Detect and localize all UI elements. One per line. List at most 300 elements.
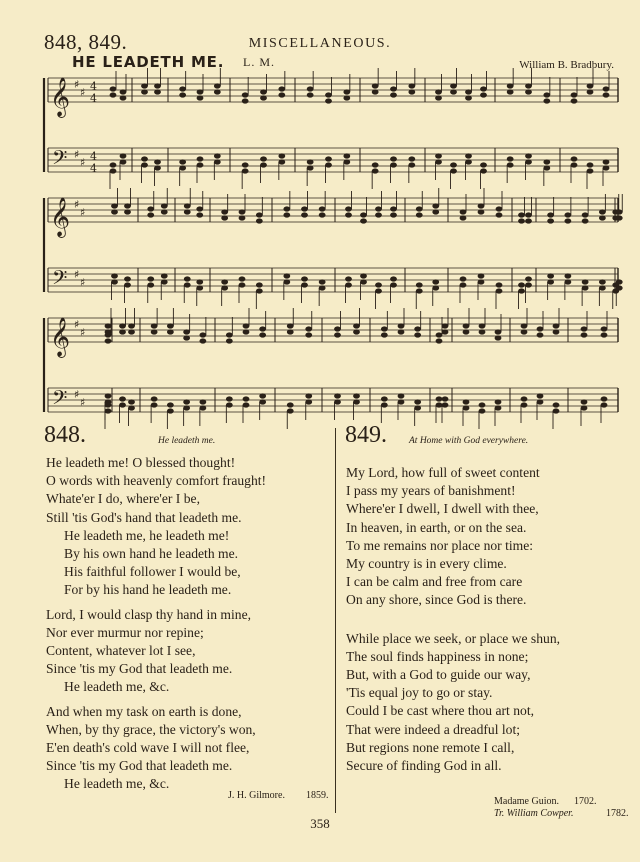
note-head <box>199 332 206 337</box>
note-head <box>239 215 246 220</box>
note-head <box>432 279 439 284</box>
note-head <box>260 89 267 94</box>
note-head <box>214 153 221 158</box>
note-head <box>496 212 503 217</box>
note-head <box>128 323 135 328</box>
verse-line: In heaven, in earth, or on the sea. <box>346 519 527 535</box>
note-head <box>496 282 503 287</box>
note-head <box>432 209 439 214</box>
time-signature: 4 <box>90 80 97 93</box>
time-signature: 4 <box>90 92 97 105</box>
note-head <box>571 92 578 97</box>
note-head <box>571 162 578 167</box>
note-head <box>301 206 308 211</box>
note-head <box>372 83 379 88</box>
hymn-848-number: 848. <box>44 422 86 448</box>
composer: William B. Bradbury. <box>519 59 614 71</box>
note-head <box>398 393 405 398</box>
note-head <box>390 282 397 287</box>
stanza <box>46 454 331 600</box>
note-head <box>479 408 486 413</box>
note-head <box>183 335 190 340</box>
note-head <box>319 285 326 290</box>
note-head <box>601 326 608 331</box>
verse-line: Content, whatever lot I see, <box>46 643 196 659</box>
hymn-848-year: 1859. <box>306 790 329 801</box>
note-head <box>141 156 148 161</box>
note-head <box>196 279 203 284</box>
note-head <box>547 279 554 284</box>
stanza <box>346 464 631 610</box>
bass-clef: 𝄢 <box>52 266 68 294</box>
section-title: MISCELLANEOUS. <box>248 36 392 51</box>
note-head <box>564 273 571 278</box>
note-head <box>416 206 423 211</box>
sharp-sign: ♯ <box>80 276 86 289</box>
note-head <box>283 279 290 284</box>
note-head <box>278 153 285 158</box>
note-head <box>537 326 544 331</box>
note-head <box>478 273 485 278</box>
note-head <box>599 285 606 290</box>
note-head <box>110 92 117 97</box>
hymn-848-author: J. H. Gilmore. <box>228 790 285 801</box>
note-head <box>196 285 203 290</box>
note-head <box>553 329 560 334</box>
note-head <box>480 92 487 97</box>
note-head <box>432 203 439 208</box>
note-head <box>507 156 514 161</box>
note-head <box>507 162 514 167</box>
note-head <box>553 402 560 407</box>
stanza <box>46 606 331 697</box>
note-head <box>283 212 290 217</box>
note-head <box>239 282 246 287</box>
note-head <box>287 323 294 328</box>
note-head <box>564 212 571 217</box>
note-head <box>283 206 290 211</box>
note-head <box>496 288 503 293</box>
sharp-sign: ♯ <box>74 268 80 281</box>
note-head <box>525 83 532 88</box>
hymn-849-translator-year: 1782. <box>606 808 629 819</box>
note-head <box>260 95 267 100</box>
hymn-849-author-year: 1702. <box>574 796 597 807</box>
note-head <box>372 162 379 167</box>
note-head <box>343 89 350 94</box>
note-head <box>128 329 135 334</box>
note-head <box>105 393 112 398</box>
note-head <box>571 98 578 103</box>
verse-line: Could I be cast where thou art not, <box>346 703 534 719</box>
note-head <box>521 402 528 407</box>
note-head <box>111 203 118 208</box>
treble-clef: 𝄞 <box>50 197 71 237</box>
note-head <box>518 212 525 217</box>
note-head <box>390 212 397 217</box>
note-head <box>243 329 250 334</box>
note-head <box>141 83 148 88</box>
note-head <box>184 282 191 287</box>
note-head <box>603 86 610 91</box>
note-head <box>196 212 203 217</box>
note-head <box>381 402 388 407</box>
note-head <box>199 338 206 343</box>
verse-line: Where'er I dwell, I dwell with thee, <box>346 501 539 517</box>
note-head <box>478 209 485 214</box>
note-head <box>381 332 388 337</box>
note-head <box>197 95 204 100</box>
note-head <box>390 276 397 281</box>
note-head <box>581 405 588 410</box>
note-head <box>553 323 560 328</box>
verse-line: He leadeth me! O blessed thought! <box>46 455 236 470</box>
note-head <box>110 162 117 167</box>
note-head <box>343 159 350 164</box>
note-head <box>581 332 588 337</box>
treble-clef: 𝄞 <box>50 317 71 357</box>
note-head <box>450 89 457 94</box>
note-head <box>105 338 112 343</box>
note-head <box>226 402 233 407</box>
verse-line: But regions none remote I call, <box>346 739 515 755</box>
note-head <box>343 153 350 158</box>
note-head <box>120 89 127 94</box>
note-head <box>141 162 148 167</box>
note-head <box>334 393 341 398</box>
sharp-sign: ♯ <box>80 86 86 99</box>
note-head <box>154 83 161 88</box>
verse-line: While place we seek, or place we shun, <box>346 630 561 646</box>
note-head <box>442 396 449 401</box>
time-signature: 4 <box>90 150 97 163</box>
note-head <box>345 276 352 281</box>
note-head <box>390 86 397 91</box>
note-head <box>432 285 439 290</box>
note-head <box>353 399 360 404</box>
note-head <box>325 156 332 161</box>
note-head <box>612 288 619 293</box>
note-head <box>525 153 532 158</box>
verse-line: Since 'tis my God that leadeth me. <box>46 758 233 774</box>
note-head <box>463 399 470 404</box>
note-head <box>381 326 388 331</box>
note-head <box>161 273 168 278</box>
note-head <box>343 95 350 100</box>
note-head <box>151 396 158 401</box>
meter: L. M. <box>243 55 275 69</box>
note-head <box>259 393 266 398</box>
note-head <box>243 396 250 401</box>
note-head <box>435 95 442 100</box>
note-head <box>319 206 326 211</box>
note-head <box>390 162 397 167</box>
verse-line: My Lord, how full of sweet content <box>346 465 540 480</box>
note-head <box>442 329 449 334</box>
note-head <box>199 405 206 410</box>
note-head <box>360 279 367 284</box>
note-head <box>119 323 126 328</box>
note-head <box>582 279 589 284</box>
note-head <box>465 153 472 158</box>
note-head <box>450 83 457 88</box>
verse-line: When, by thy grace, the victory's won, <box>46 721 256 737</box>
sharp-sign: ♯ <box>80 326 86 339</box>
note-head <box>301 212 308 217</box>
note-head <box>525 282 532 287</box>
note-head <box>571 156 578 161</box>
note-head <box>435 159 442 164</box>
note-head <box>105 323 112 328</box>
note-head <box>167 402 174 407</box>
note-head <box>442 323 449 328</box>
note-head <box>479 329 486 334</box>
note-head <box>154 89 161 94</box>
note-head <box>416 282 423 287</box>
note-head <box>408 89 415 94</box>
note-head <box>307 92 314 97</box>
note-head <box>167 329 174 334</box>
note-head <box>305 332 312 337</box>
note-head <box>543 92 550 97</box>
note-head <box>381 396 388 401</box>
note-head <box>179 159 186 164</box>
note-head <box>119 329 126 334</box>
note-head <box>460 215 467 220</box>
verse-line: Nor ever murmur nor repine; <box>46 624 204 640</box>
note-head <box>161 209 168 214</box>
note-head <box>587 168 594 173</box>
verse-line: That were indeed a dreadful lot; <box>346 721 520 737</box>
note-head <box>197 156 204 161</box>
bass-clef: 𝄢 <box>52 146 68 174</box>
note-head <box>603 159 610 164</box>
note-head <box>518 288 525 293</box>
note-head <box>124 276 131 281</box>
note-head <box>141 89 148 94</box>
verse-line: For by his hand he leadeth me. <box>64 582 232 598</box>
note-head <box>479 402 486 407</box>
note-head <box>184 209 191 214</box>
note-head <box>480 86 487 91</box>
note-head <box>582 218 589 223</box>
note-head <box>167 408 174 413</box>
note-head <box>525 276 532 281</box>
note-head <box>147 212 154 217</box>
bass-clef: 𝄢 <box>52 386 68 414</box>
note-head <box>495 329 502 334</box>
note-head <box>480 168 487 173</box>
note-head <box>463 329 470 334</box>
note-head <box>414 332 421 337</box>
note-head <box>197 162 204 167</box>
note-head <box>414 399 421 404</box>
hymn-numbers: 848, 849. <box>44 30 128 54</box>
note-head <box>398 329 405 334</box>
page-number: 358 <box>310 816 330 831</box>
verse-line: He leadeth me, &c. <box>64 679 170 695</box>
note-head <box>582 285 589 290</box>
verse-line: And when my task on earth is done, <box>46 703 242 719</box>
note-head <box>599 279 606 284</box>
note-head <box>111 273 118 278</box>
verse-line: To me remains nor place nor time: <box>346 537 534 553</box>
note-head <box>325 162 332 167</box>
note-head <box>543 159 550 164</box>
note-head <box>199 399 206 404</box>
note-head <box>547 218 554 223</box>
note-head <box>184 276 191 281</box>
note-head <box>179 165 186 170</box>
note-head <box>256 218 263 223</box>
note-head <box>375 206 382 211</box>
note-head <box>259 399 266 404</box>
hymn-849-author: Madame Guion. <box>494 796 559 807</box>
note-head <box>305 399 312 404</box>
note-head <box>479 323 486 328</box>
note-head <box>345 206 352 211</box>
note-head <box>179 86 186 91</box>
note-head <box>408 156 415 161</box>
note-head <box>375 288 382 293</box>
verse-line: Since 'tis my God that leadeth me. <box>46 661 233 677</box>
note-head <box>450 162 457 167</box>
note-head <box>287 408 294 413</box>
note-head <box>564 279 571 284</box>
note-head <box>525 159 532 164</box>
note-head <box>435 153 442 158</box>
sharp-sign: ♯ <box>80 396 86 409</box>
note-head <box>154 165 161 170</box>
note-head <box>307 165 314 170</box>
note-head <box>124 282 131 287</box>
note-head <box>507 89 514 94</box>
note-head <box>495 399 502 404</box>
note-head <box>307 86 314 91</box>
note-head <box>278 86 285 91</box>
note-head <box>465 89 472 94</box>
note-head <box>581 326 588 331</box>
verse-line: Still 'tis God's hand that leadeth me. <box>46 509 242 525</box>
verse-line: By his own hand he leadeth me. <box>64 546 239 562</box>
note-head <box>105 332 112 337</box>
treble-clef: 𝄞 <box>50 77 71 117</box>
hymn-849-number: 849. <box>345 422 387 448</box>
note-head <box>226 332 233 337</box>
hymn-848-text <box>46 454 331 794</box>
note-head <box>151 402 158 407</box>
note-head <box>537 393 544 398</box>
note-head <box>436 396 443 401</box>
note-head <box>372 89 379 94</box>
note-head <box>214 159 221 164</box>
note-head <box>521 396 528 401</box>
note-head <box>161 203 168 208</box>
note-head <box>260 162 267 167</box>
note-head <box>239 209 246 214</box>
note-head <box>305 326 312 331</box>
note-head <box>243 323 250 328</box>
note-head <box>436 338 443 343</box>
note-head <box>307 159 314 164</box>
note-head <box>478 203 485 208</box>
note-head <box>105 408 112 413</box>
note-head <box>226 396 233 401</box>
note-head <box>450 168 457 173</box>
verse-line: His faithful follower I would be, <box>64 564 241 580</box>
note-head <box>521 323 528 328</box>
note-head <box>553 408 560 413</box>
note-head <box>612 282 619 287</box>
verse-line: O words with heavenly comfort fraught! <box>46 473 267 489</box>
note-head <box>587 162 594 167</box>
verse-line: Whate'er I do, where'er I be, <box>46 491 200 507</box>
note-head <box>460 209 467 214</box>
note-head <box>334 326 341 331</box>
note-head <box>460 282 467 287</box>
note-head <box>414 326 421 331</box>
hymn-849-translator: Tr. William Cowper. <box>494 808 574 819</box>
note-head <box>537 399 544 404</box>
note-head <box>301 282 308 287</box>
verse-line: I can be calm and free from care <box>346 574 523 590</box>
note-head <box>601 402 608 407</box>
note-head <box>599 209 606 214</box>
note-head <box>221 209 228 214</box>
music-score <box>0 0 640 430</box>
verse-line: Secure of finding God in all. <box>346 758 502 774</box>
note-head <box>353 393 360 398</box>
note-head <box>525 212 532 217</box>
tune-name: HE LEADETH ME. <box>72 53 225 71</box>
note-head <box>345 212 352 217</box>
time-signature: 4 <box>90 162 97 175</box>
note-head <box>128 405 135 410</box>
sharp-sign: ♯ <box>74 318 80 331</box>
verse-line: Lord, I would clasp thy hand in mine, <box>46 606 252 622</box>
note-head <box>242 168 249 173</box>
note-head <box>197 89 204 94</box>
note-head <box>110 86 117 91</box>
note-head <box>147 206 154 211</box>
note-head <box>124 209 131 214</box>
note-head <box>372 168 379 173</box>
note-head <box>214 83 221 88</box>
column-divider <box>335 428 336 813</box>
verse-line: E'en death's cold wave I will not flee, <box>46 740 250 756</box>
note-head <box>221 285 228 290</box>
note-head <box>120 95 127 100</box>
sharp-sign: ♯ <box>74 198 80 211</box>
note-head <box>460 276 467 281</box>
note-head <box>601 332 608 337</box>
note-head <box>587 89 594 94</box>
note-head <box>179 92 186 97</box>
note-head <box>111 279 118 284</box>
stanza <box>346 630 631 776</box>
note-head <box>463 405 470 410</box>
note-head <box>183 329 190 334</box>
note-head <box>463 323 470 328</box>
note-head <box>603 165 610 170</box>
note-head <box>283 273 290 278</box>
sharp-sign: ♯ <box>74 148 80 161</box>
note-head <box>256 282 263 287</box>
note-head <box>465 159 472 164</box>
note-head <box>390 206 397 211</box>
note-head <box>435 89 442 94</box>
sharp-sign: ♯ <box>74 78 80 91</box>
